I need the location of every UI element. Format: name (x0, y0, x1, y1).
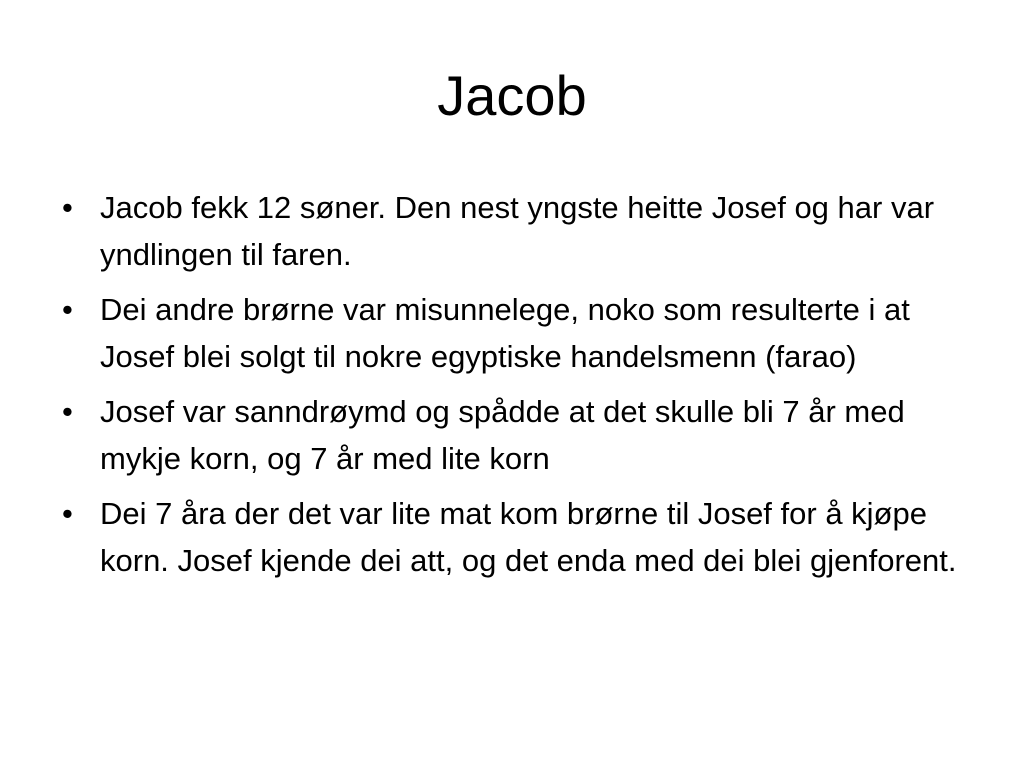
bullet-text: Josef var sanndrøymd og spådde at det skulle bli 7 år med mykje korn, og 7 år med lite korn (100, 394, 905, 476)
bullet-icon: • (62, 190, 73, 225)
slide-title: Jacob (437, 64, 587, 127)
bullet-text: Dei 7 åra der det var lite mat kom brørne til Josef for å kjøpe korn. Josef kjende dei att, og det enda med dei blei gjenforent. (100, 496, 957, 578)
bullet-text: Dei andre brørne var misunnelege, noko som resulterte i at Josef blei solgt til nokre egyptiske handelsmenn (farao) (100, 292, 910, 374)
bullet-item (56, 388, 966, 482)
bullet-icon: • (62, 292, 73, 327)
bullet-text: Jacob fekk 12 søner. Den nest yngste heitte Josef og har var yndlingen til faren. (100, 190, 935, 272)
bullet-item (56, 184, 966, 278)
bullet-item (56, 286, 966, 380)
bullet-icon: • (62, 496, 73, 531)
bullet-list (56, 184, 966, 592)
bullet-icon: • (62, 394, 73, 429)
bullet-item (56, 490, 966, 584)
